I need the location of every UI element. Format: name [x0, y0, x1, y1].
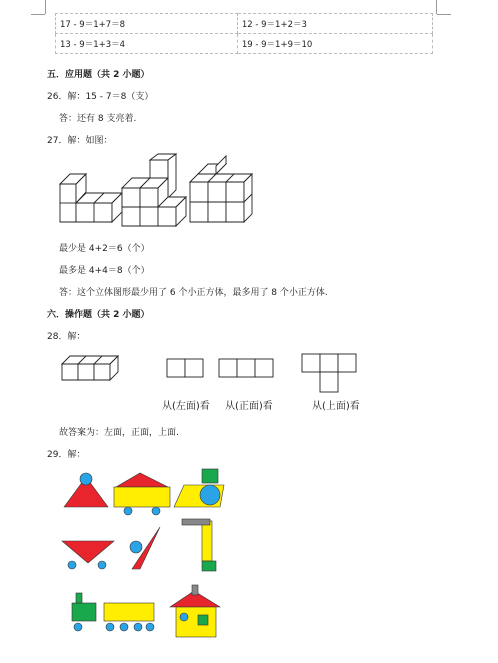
view-top-label: 从(上面)看	[312, 401, 360, 412]
q27-min: 最少是 4+2＝6（个）	[59, 244, 150, 254]
yellow-rectangle	[114, 487, 170, 507]
table-cell: 12 - 9＝1+2＝3	[237, 14, 432, 34]
house-chimney	[192, 585, 198, 595]
table-row	[56, 34, 433, 54]
train-car	[104, 603, 154, 621]
crop-mark-left	[45, 0, 46, 14]
crop-mark-right-h	[437, 14, 451, 15]
q26-answer: 答：还有 8 支亮着.	[59, 114, 137, 124]
left-view-drawing	[166, 358, 206, 380]
crop-mark-right	[436, 0, 437, 14]
q27-max: 最多是 4+4＝8（个）	[59, 266, 150, 276]
q26-line: 26．解：15 - 7＝8（支）	[47, 92, 154, 102]
view-front-label: 从(正面)看	[225, 401, 273, 412]
top-view-drawing	[301, 353, 361, 395]
blue-circle	[200, 485, 220, 505]
q28-answer: 故答案为：左面，正面，上面.	[59, 428, 179, 438]
front-view-drawing	[218, 358, 276, 380]
q28-line: 28．解：	[47, 332, 86, 342]
blue-circle	[130, 541, 142, 553]
wheel-circle	[120, 623, 128, 631]
house-circle	[180, 613, 188, 621]
green-square	[202, 469, 218, 483]
table-cell: 19 - 9＝1+9＝10	[237, 34, 432, 54]
train-engine	[72, 603, 96, 621]
section6-heading: 六．操作题（共 2 小题）	[47, 310, 150, 320]
view-left-label: 从(左面)看	[162, 401, 210, 412]
answer-table	[55, 13, 433, 54]
q28-solid-figure	[60, 354, 122, 384]
green-block	[202, 561, 216, 571]
blue-circle	[80, 473, 92, 485]
crop-mark-left-h	[31, 14, 45, 15]
wheel-circle	[124, 507, 132, 515]
table-cell: 13 - 9＝1+3＝4	[56, 34, 238, 54]
q27-cube-figures	[58, 154, 258, 230]
red-roof-triangle	[116, 473, 168, 487]
wheel-circle	[146, 623, 154, 631]
crane-arm	[182, 519, 210, 525]
yellow-pole	[202, 521, 212, 561]
house-body	[176, 607, 216, 637]
house-window	[198, 615, 208, 625]
wheel-circle	[68, 561, 76, 569]
train-chimney	[76, 593, 82, 603]
wheel-circle	[74, 623, 82, 631]
wheel-circle	[152, 507, 160, 515]
wheel-circle	[98, 561, 106, 569]
q27-answer: 答：这个立体图形最少用了 6 个小正方体，最多用了 8 个小正方体.	[59, 288, 328, 298]
q27-line: 27．解：如图：	[47, 136, 113, 146]
table-cell: 17 - 9＝1+7＝8	[56, 14, 238, 34]
section5-heading: 五．应用题（共 2 小题）	[47, 70, 150, 80]
wheel-circle	[106, 623, 114, 631]
wheel-circle	[134, 623, 142, 631]
q29-shape-figures	[58, 465, 228, 643]
q29-line: 29．解：	[47, 450, 86, 460]
table-row	[56, 14, 433, 34]
red-down-triangle	[62, 541, 114, 563]
